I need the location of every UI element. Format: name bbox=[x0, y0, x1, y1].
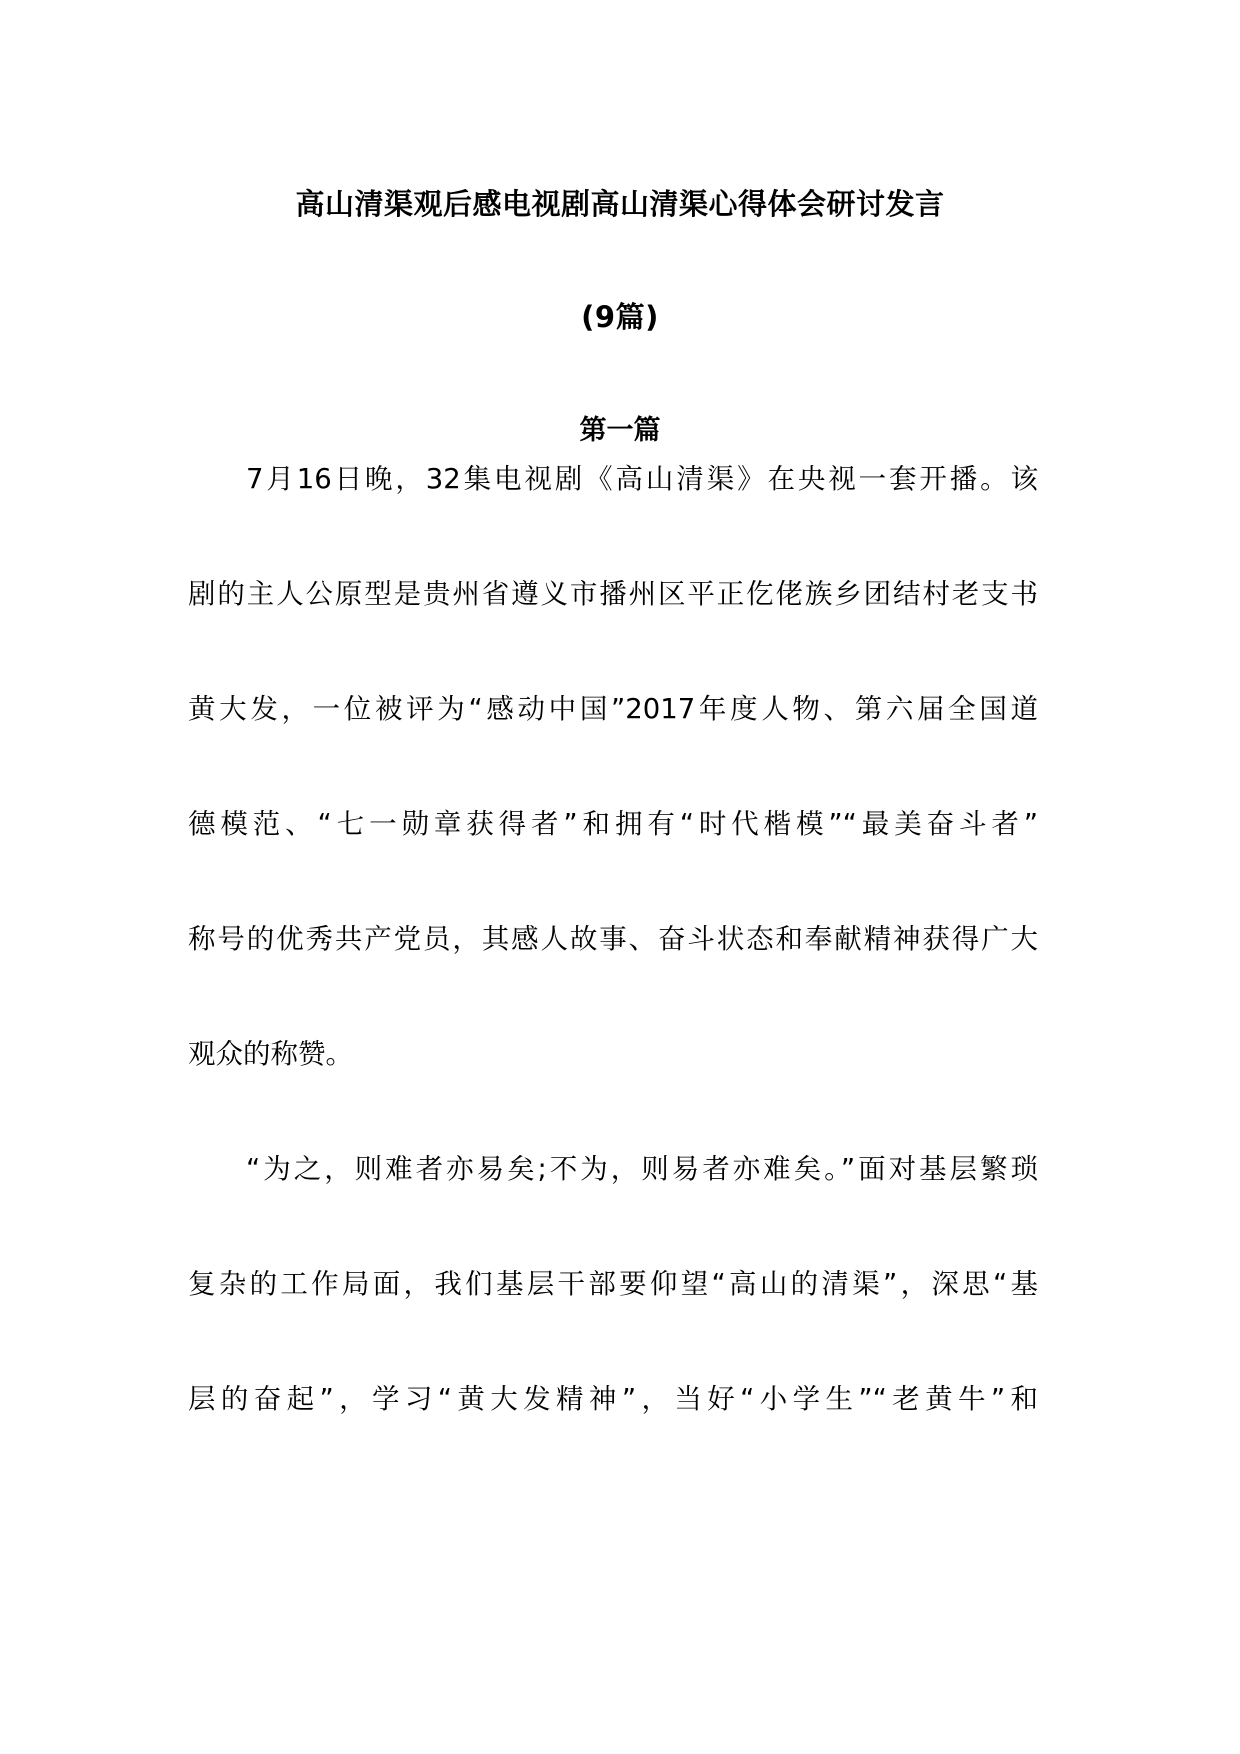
paragraph-line: “为之，则难者亦易矣;不为，则易者亦难矣。”面对基层繁琐 bbox=[246, 1153, 1038, 1185]
document-subtitle-count: (9篇) bbox=[581, 300, 659, 334]
document-title: 高山清渠观后感电视剧高山清渠心得体会研讨发言 bbox=[295, 187, 945, 221]
paragraph-line: 称号的优秀共产党员，其感人故事、奋斗状态和奉献精神获得广大 bbox=[188, 923, 1038, 955]
section-heading: 第一篇 bbox=[579, 415, 661, 446]
paragraph-line: 德模范、“七一勋章获得者”和拥有“时代楷模”“最美奋斗者” bbox=[188, 808, 1038, 840]
paragraph-line: 7月16日晚，32集电视剧《高山清渠》在央视一套开播。该 bbox=[246, 463, 1038, 495]
paragraph-line: 观众的称赞。 bbox=[188, 1038, 353, 1070]
paragraph-line: 层的奋起”，学习“黄大发精神”，当好“小学生”“老黄牛”和 bbox=[188, 1383, 1038, 1415]
paragraph-line: 剧的主人公原型是贵州省遵义市播州区平正仡佬族乡团结村老支书 bbox=[188, 578, 1038, 610]
paragraph-line: 黄大发，一位被评为“感动中国”2017年度人物、第六届全国道 bbox=[188, 693, 1038, 725]
paragraph-line: 复杂的工作局面，我们基层干部要仰望“高山的清渠”，深思“基 bbox=[188, 1268, 1038, 1300]
